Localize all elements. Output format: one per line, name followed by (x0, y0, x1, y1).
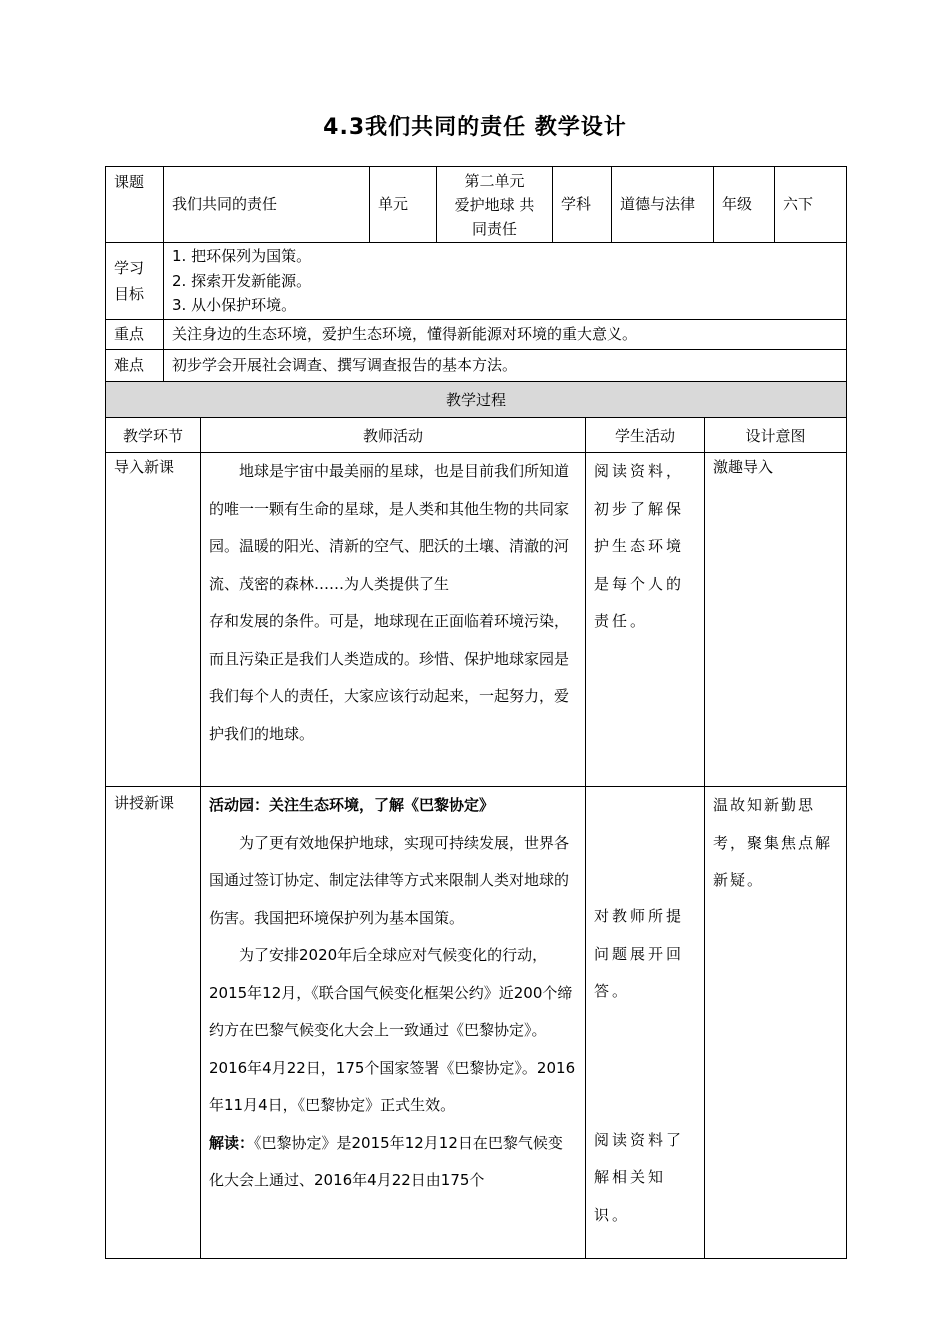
col-teacher-header: 教师活动 (201, 418, 586, 453)
teacher-paragraph: 为了安排2020年后全球应对气候变化的行动，2015年12月，《联合国气候变化框架公约》近200个缔约方在巴黎气候变化大会上一致通过《巴黎协定》。2016年4月22日，175个国家签署《巴黎协定》。2016年11月4日，《巴黎协定》正式生效。 (209, 946, 576, 1114)
grade-label: 年级 (714, 167, 775, 243)
design-intent-new: 温故知新勤思考，聚集焦点解新疑。 (705, 787, 847, 1259)
teacher-paragraph: 地球是宇宙中最美丽的星球，也是目前我们所知道的唯一一颗有生命的星球，是人类和其他生物的共同家园。温暖的阳光、清新的空气、肥沃的土壤、清澈的河流、茂密的森林……为人类提供了生 (209, 462, 570, 593)
student-activity-intro: 阅读资料，初步了解保护生态环境是每个人的责任。 (586, 453, 705, 787)
grade-value: 六下 (775, 167, 847, 243)
page-title: 4.3我们共同的责任 教学设计 (323, 115, 627, 140)
difficult-label: 难点 (106, 350, 164, 382)
teacher-paragraph: 存和发展的条件。可是，地球现在正面临着环境污染，而且污染正是我们人类造成的。珍惜、保护地球家园是我们每个人的责任，大家应该行动起来，一起努力，爱护我们的地球。 (209, 612, 570, 743)
interpret-label: 解读： (209, 1133, 255, 1152)
activity-heading: 活动园：关注生态环境，了解《巴黎协定》 (209, 796, 495, 814)
teacher-heading (209, 787, 577, 825)
unit-label: 单元 (370, 167, 437, 243)
info-table (105, 166, 847, 382)
goals-label-line-1: 学习 (114, 259, 145, 277)
goal-item: 2. 探索开发新能源。 (172, 271, 312, 290)
teacher-activity-new (201, 787, 586, 1259)
difficult-value: 初步学会开展社会调查、撰写调查报告的基本方法。 (164, 350, 847, 382)
unit-line-1: 第二单元 (464, 171, 525, 190)
interpret-text: 《巴黎协定》是2015年12月12日在巴黎气候变化大会上通过、2016年4月22日由175个 (209, 1133, 563, 1189)
teacher-activity-intro (201, 453, 586, 787)
interpret-paragraph (209, 1125, 577, 1200)
design-intent-intro: 激趣导入 (705, 453, 847, 787)
unit-line-3: 同责任 (471, 219, 517, 238)
process-header: 教学过程 (106, 382, 847, 418)
goal-item: 3. 从小保护环境。 (172, 296, 297, 314)
stage-new-lesson: 讲授新课 (106, 787, 201, 1259)
topic-label: 课题 (106, 167, 164, 243)
col-intent-header: 设计意图 (705, 418, 847, 453)
topic-value: 我们共同的责任 (164, 167, 370, 243)
goal-item: 1. 把环保列为国策。 (172, 247, 312, 265)
goals-label (106, 243, 164, 320)
key-value: 关注身边的生态环境，爱护生态环境，懂得新能源对环境的重大意义。 (164, 320, 847, 350)
teacher-paragraph: 为了更有效地保护地球，实现可持续发展，世界各国通过签订协定、制定法律等方式来限制人类对地球的伤害。我国把环境保护列为基本国策。 (209, 833, 570, 927)
student-activity-new (586, 787, 705, 1259)
col-stage-header: 教学环节 (106, 418, 201, 453)
process-table (105, 381, 847, 1259)
student-activity-2: 阅读资料了解相关知识。 (594, 1130, 685, 1224)
subject-label: 学科 (553, 167, 612, 243)
goals-label-line-2: 目标 (114, 285, 145, 303)
goals-list (164, 243, 847, 320)
col-student-header: 学生活动 (586, 418, 705, 453)
unit-value (437, 167, 553, 243)
subject-value: 道德与法律 (612, 167, 714, 243)
unit-line-2: 爱护地球 共 (454, 195, 535, 214)
stage-intro: 导入新课 (106, 453, 201, 787)
student-activity-1: 对教师所提问题展开回答。 (594, 907, 685, 1000)
key-label: 重点 (106, 320, 164, 350)
